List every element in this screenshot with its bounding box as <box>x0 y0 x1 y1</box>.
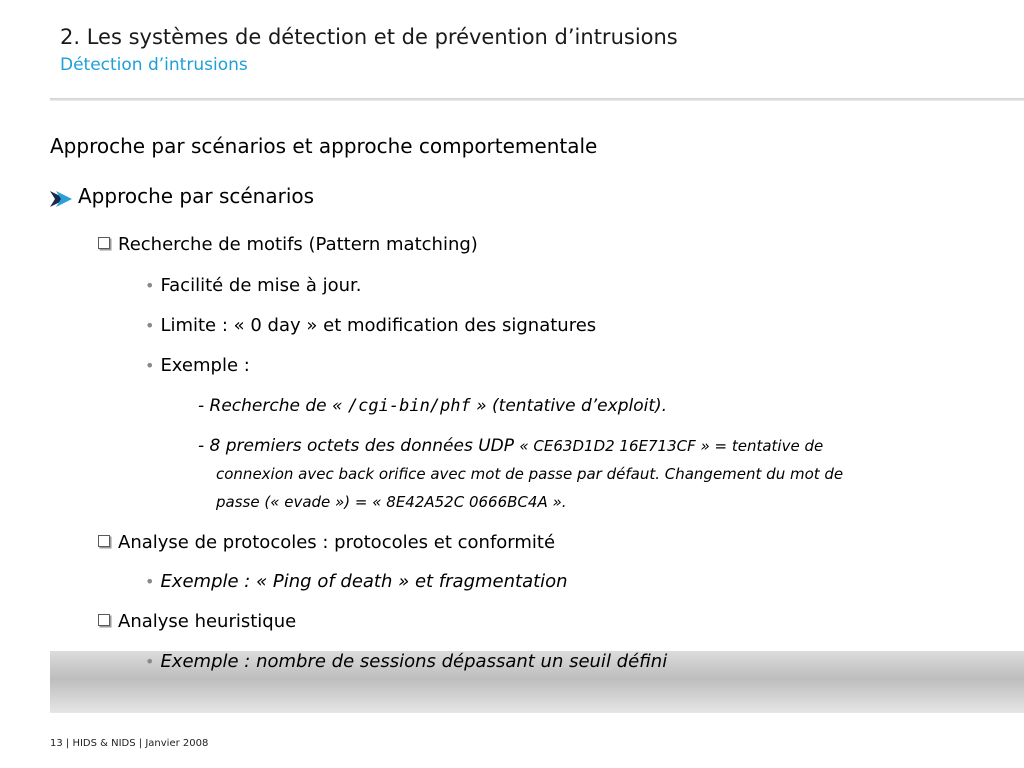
bullet-icon: • <box>145 572 155 591</box>
bullet-text: Exemple : « Ping of death » et fragmentation <box>160 571 568 592</box>
example2-prefix: - 8 premiers octets des données UDP <box>198 436 520 456</box>
bullet-text: Facilité de mise à jour. <box>160 275 362 296</box>
bullet-icon: • <box>145 652 155 671</box>
list-item <box>145 355 250 376</box>
pattern-item <box>98 234 478 255</box>
square-bullet-icon <box>98 535 110 547</box>
bullet-icon: • <box>145 356 155 375</box>
level1-label: Approche par scénarios <box>78 184 315 208</box>
protocols-label: Analyse de protocoles : protocoles et conformité <box>118 532 556 553</box>
bullet-text: Exemple : <box>160 355 250 376</box>
section-heading: Approche par scénarios et approche comportementale <box>50 134 598 158</box>
list-item <box>145 315 596 336</box>
example-line-4: passe (« evade ») = « 8E42A52C 0666BC4A ». <box>216 493 567 511</box>
example2-rest: « CE63D1D2 16E713CF » = tentative de <box>519 437 824 455</box>
heuristic-label: Analyse heuristique <box>118 611 297 632</box>
level1-item <box>50 184 314 208</box>
protocols-item <box>98 532 555 553</box>
example1-code: /cgi-bin/phf <box>347 396 471 416</box>
square-bullet-icon <box>98 614 110 626</box>
example-line-1 <box>198 396 667 416</box>
bullet-text: Limite : « 0 day » et modification des signatures <box>160 315 597 336</box>
list-item <box>145 651 667 672</box>
slide-title: 2. Les systèmes de détection et de prévention d’intrusions <box>60 25 678 49</box>
example-line-3: connexion avec back orifice avec mot de passe par défaut. Changement du mot de <box>216 465 844 483</box>
example-line-2 <box>198 436 823 456</box>
example1-prefix: - Recherche de « <box>198 396 348 416</box>
list-item <box>145 571 568 592</box>
footer-text: 13 | HIDS & NIDS | Janvier 2008 <box>50 738 209 749</box>
list-item <box>145 275 362 296</box>
heuristic-item <box>98 611 296 632</box>
bullet-text: Exemple : nombre de sessions dépassant un seuil défini <box>160 651 668 672</box>
pattern-label: Recherche de motifs (Pattern matching) <box>118 234 478 255</box>
example1-suffix: » (tentative d’exploit). <box>470 396 668 416</box>
bullet-icon: • <box>145 316 155 335</box>
bullet-icon: • <box>145 276 155 295</box>
square-bullet-icon <box>98 237 110 249</box>
slide-subtitle: Détection d’intrusions <box>60 55 248 75</box>
header-divider <box>50 98 1024 101</box>
arrow-right-icon <box>50 188 72 204</box>
